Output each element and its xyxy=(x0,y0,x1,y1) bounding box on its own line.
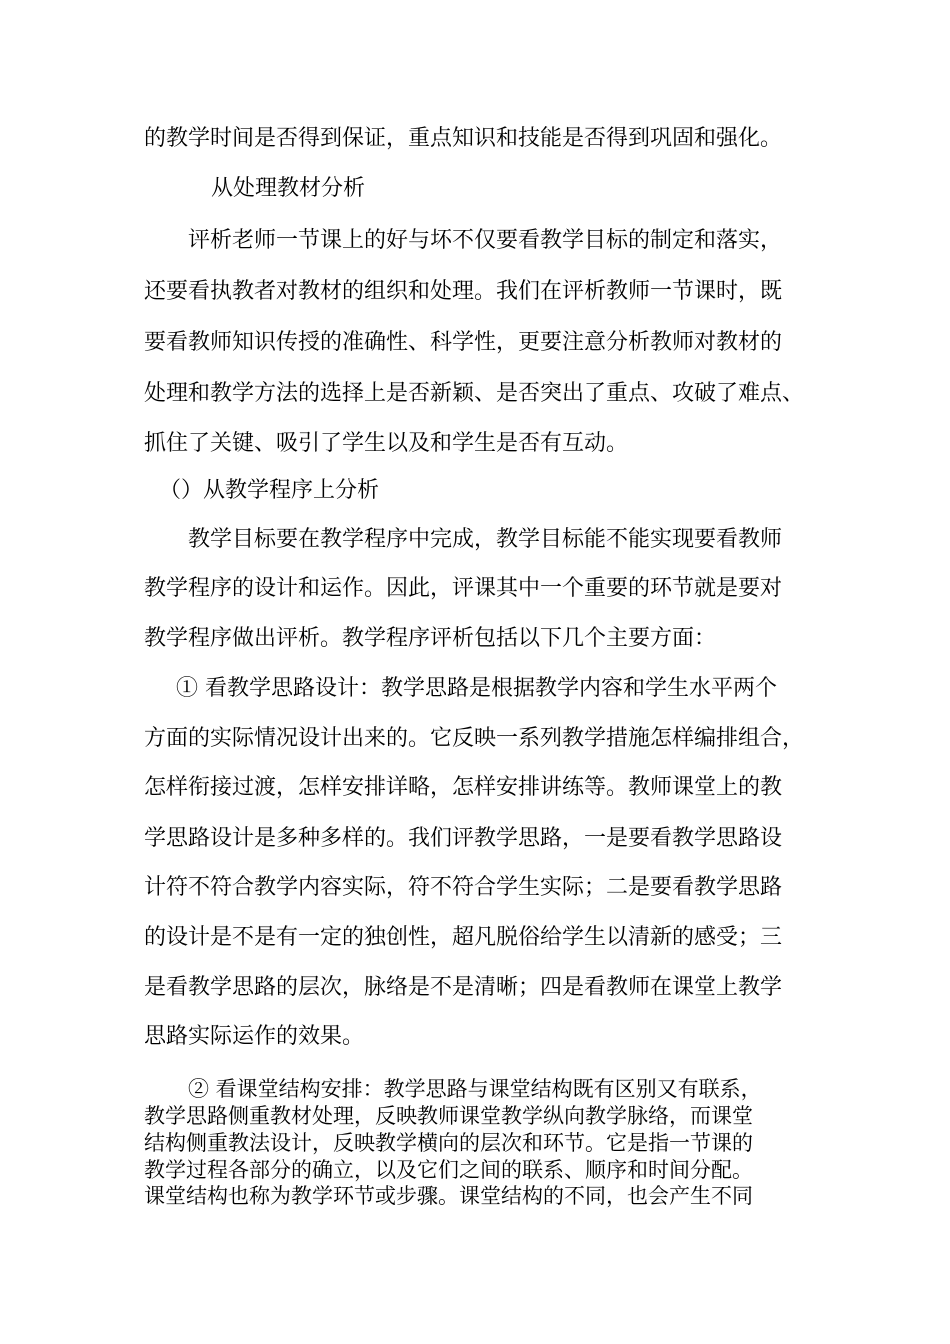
text-line: 怎样衔接过渡，怎样安排详略，怎样安排讲练等。教师课堂上的教 xyxy=(144,775,783,800)
text-line: 结构侧重教法设计，反映教学横向的层次和环节。它是指一节课的 xyxy=(144,1131,753,1155)
text-line: 教学目标要在教学程序中完成，教学目标能不能实现要看教师 xyxy=(188,527,783,552)
text-line: 评析老师一节课上的好与坏不仅要看教学目标的制定和落实， xyxy=(188,228,783,253)
text-line: 抓住了关键、吸引了学生以及和学生是否有互动。 xyxy=(144,431,629,456)
text-line: 方面的实际情况设计出来的。它反映一系列教学措施怎样编排组合， xyxy=(144,726,805,751)
text-line: 教学过程各部分的确立，以及它们之间的联系、顺序和时间分配。 xyxy=(144,1158,753,1182)
list-item-heading: ① 看教学思路设计：教学思路是根据教学内容和学生水平两个 xyxy=(176,676,777,701)
section-heading: 从处理教材分析 xyxy=(211,176,366,201)
section-heading: （）从教学程序上分析 xyxy=(159,478,380,503)
text-line: 课堂结构也称为教学环节或步骤。课堂结构的不同，也会产生不同 xyxy=(144,1184,753,1208)
text-line: 是看教学思路的层次，脉络是不是清晰；四是看教师在课堂上教学 xyxy=(144,975,783,1000)
text-line: 教学思路侧重教材处理，反映教师课堂教学纵向教学脉络，而课堂 xyxy=(144,1104,753,1128)
text-line: 计符不符合教学内容实际，符不符合学生实际；二是要看教学思路 xyxy=(144,875,783,900)
text-line: 要看教师知识传授的准确性、科学性，更要注意分析教师对教材的 xyxy=(144,330,783,355)
list-item-heading: ② 看课堂结构安排：教学思路与课堂结构既有区别又有联系， xyxy=(188,1077,762,1101)
text-line: 的教学时间是否得到保证，重点知识和技能是否得到巩固和强化。 xyxy=(144,126,783,151)
text-line: 学思路设计是多种多样的。我们评教学思路，一是要看教学思路设 xyxy=(144,826,783,851)
text-line: 教学程序的设计和运作。因此，评课其中一个重要的环节就是要对 xyxy=(144,576,783,601)
text-line: 思路实际运作的效果。 xyxy=(144,1024,365,1049)
text-line: 的设计是不是有一定的独创性，超凡脱俗给学生以清新的感受；三 xyxy=(144,925,783,950)
text-line: 还要看执教者对教材的组织和处理。我们在评析教师一节课时，既 xyxy=(144,279,783,304)
text-line: 教学程序做出评析。教学程序评析包括以下几个主要方面： xyxy=(144,626,717,651)
text-line: 处理和教学方法的选择上是否新颖、是否突出了重点、攻破了难点、 xyxy=(144,381,805,406)
